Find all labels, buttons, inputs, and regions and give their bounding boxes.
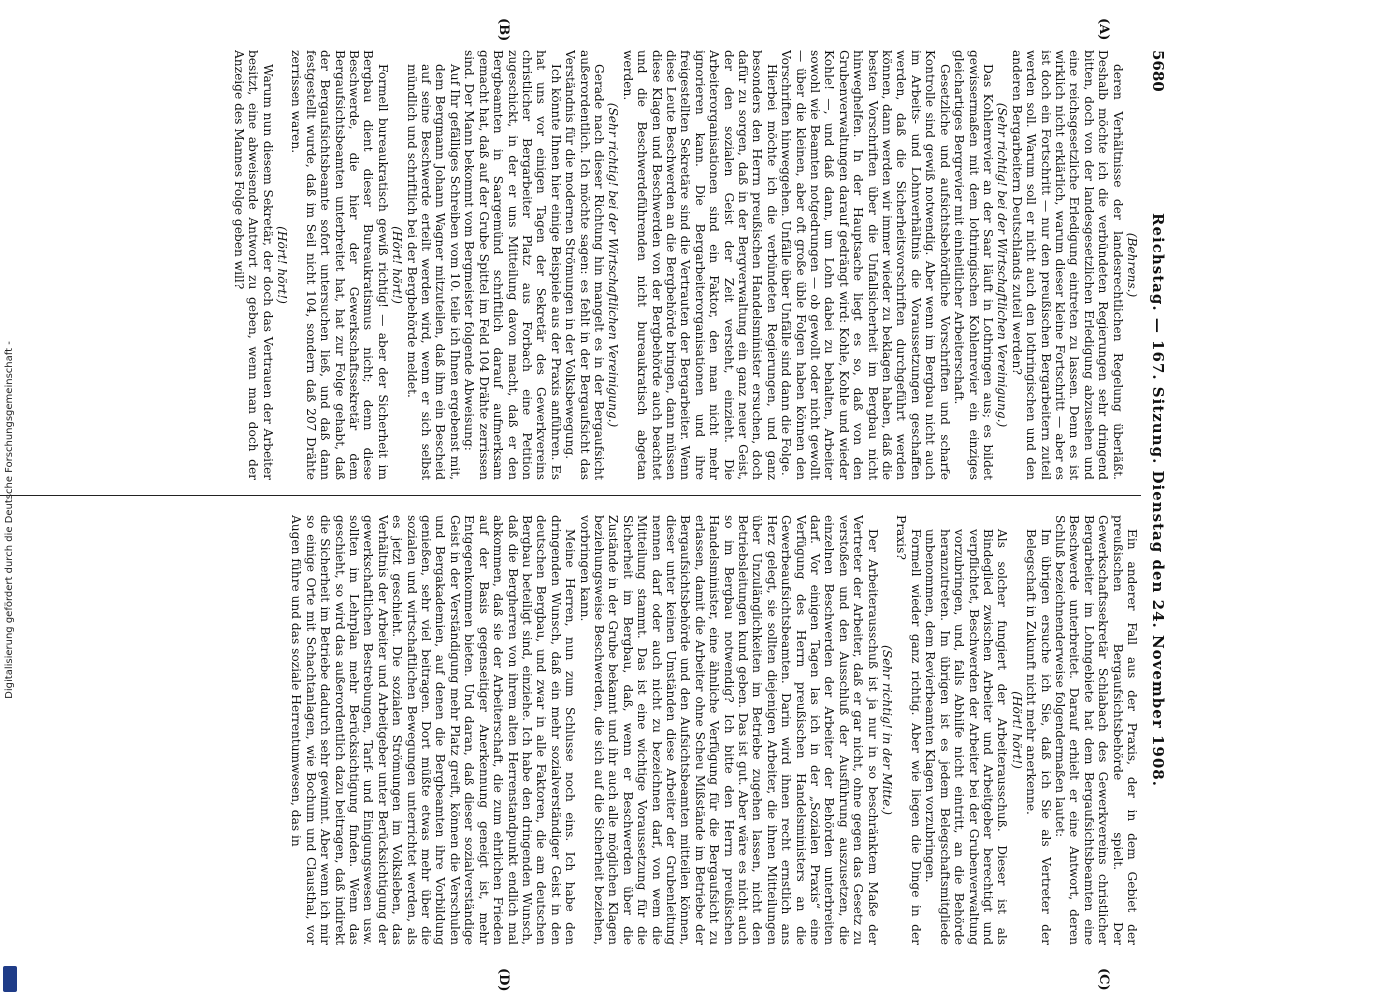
margin-letter-b: (B) [496, 18, 511, 42]
paragraph: Ein anderer Fall aus der Praxis, der in dem Gebiet der preußischen Bergaufsichtsbehörde spielt. Der Gewerkschaftssekretär Schlabach des Gewerkvereins christlicher Bergarbeiter im Lohngebiete hat dem Bergaufsichtsbeamten eine Beschwerde unterbreitet. Darauf erhielt er eine Antwort, deren Schluß bezeichnenderweise folgendermaßen lautet: [1052, 515, 1139, 945]
paragraph: Gesetzliche und aufsichtsbehördliche Vorschriften und scharfe Kontrolle sind gewiß notwendig. Aber wenn im Bergbau nicht auch im Arbeits- und Lohnverhältnis die Voraussetzungen geschaffen werden, daß die Sicherheitsvorschriften durchgeführt werden können, dann werden wir immer wieder zu beklagen haben, daß die besten Vorschriften über die Unfallsicherheit im Bergbau nicht hinweghelfen. In der Hauptsache liegt es so, daß von den Grubenverwaltungen darauf gedrängt wird: Kohle, Kohle und wieder Kohle! —, und daß dann, um Lohn dabei zu behalten, Arbeiter sowohl wie Beamten notgedrungen — ob gewollt oder nicht gewollt — über die kleinen, aber oft große üble Folgen haben können den Vorschriften hinweggehen. Unfälle über Unfälle sind dann die Folge. [779, 50, 952, 480]
margin-letter-c: (C) [1096, 968, 1111, 991]
quoted-passage: Auf Ihr gefälliges Schreiben vom 10. teile ich Ihnen ergebenst mit, dem Bergmann Johann Wagner mitzuteilen, daß ihm ein Bescheid auf seine Beschwerde erteilt werden wird, wenn er sich selbst mündlich und schriftlich bei der Bergbehörde meldet. [404, 64, 462, 480]
paragraph: Hierbei möchte ich die verbündeten Regierungen, und ganz besonders den Herrn preußischen Handelsminister ersuchen, doch dafür zu sorgen, daß in der Bergverwaltung ein ganz neuer Geist, der den sozialen Geist der Zeit versteht, einzieht. Die Arbeiterorganisationen sind ein Faktor, den man nicht mehr ignorieren kann. Die Bergarbeiterorganisationen und ihre freigestellten Sekretäre sind die Vertrauten der Bergarbeiter. Wenn diese Leute Beschwerden an die Bergbehörde bringen, dann müssen diese Klagen und Beschwerden von der Bergbehörde auch beachtet und die Beschwerdeführenden nicht bureaukratisch abgetan werden. [620, 50, 779, 480]
paragraph: Meine Herren, nun zum Schlusse noch eins. Ich habe den dringenden Wunsch, daß ein mehr sozialverständiger Geist in den deutschen Bergbau, und zwar in alle Faktoren, die am deutschen Bergbau beteiligt sind, einziehe. Ich habe den dringenden Wunsch, daß die Bergherren von ihrem alten Herrenstandpunkt endlich mal abkommen, daß sie der Arbeiterschaft, die zum ehrlichen Frieden auf der Basis gegenseitiger Anerkennung geneigt ist, mehr Entgegenkommen bieten. Und daran, daß dieser sozialverständige Geist in der Verständigung mehr Platz greift, können die Verschulen und Bergakademien, auf denen die Bergbeamten ihre Vorbildung genießen, sehr viel beitragen. Dort müßte etwas mehr über die sozialen und wirtschaftlichen Bewegungen unterrichtet werden, als es jetzt geschieht. Die sozialen Strömungen im Volksleben, das Verhältnis der Arbeiter und Arbeitgeber unter Berücksichtigung der gewerkschaftlichen Bestrebungen, Tarif- und Einigungswesen usw. sollten im Lehrplan mehr Berücksichtigung finden. Wenn das geschieht, so wird das außerordentlich dazu beitragen, daß indirekt die Sicherheit im Betriebe dadurch sehr gewinnt. Aber wenn ich mir so einige Orte mit Schachtanlagen, wie Bochum und Clausthal, vor Augen führe und das soziale Herrentumwesen, das in [289, 515, 578, 945]
quoted-passage: Als solcher fungiert der Arbeiterausschuß. Dieser ist als Bindeglied zwischen Arbeiter und Arbeitgeber berechtigt und verpflichtet, Beschwerden der Arbeiter bei der Grubenverwaltung vorzubringen, und, falls Abhilfe nicht eintritt, an die Behörde heranzutreten. Im übrigen ist es jedem Belegschaftsmitgliede unbenommen, dem Revierbeamten Klagen vorzubringen. [923, 529, 1010, 945]
paragraph: deren Verhältnisse der landesrechtlichen Regelung überläßt. Deshalb möchte ich die verbündeten Regierungen sehr dringend bitten, doch von der landesgesetzlichen Erledigung abzusehen und eine reichsgesetzliche Erledigung eintreten zu lassen. Denn es ist wirklich nicht erklärlich, warum dieser kleine Fortschritt — aber es ist doch ein Fortschritt — nur den preußischen Bergarbeitern zuteil werden soll. Warum soll er nicht auch den lothringischen und den anderen Bergarbeitern Deutschlands zuteil werden? [1009, 50, 1125, 480]
document-page [0, 18, 1171, 992]
interjection: (Sehr richtig! bei der Wirtschaftlichen Vereinigung.) [995, 102, 1010, 428]
paragraph: Warum nun diesem Sekretär, der doch das Vertrauen der Arbeiter besitzt, eine abweisende Antwort zu geben, wenn man doch der Anzeige des Mannes Folge geben will? [231, 50, 275, 480]
paragraph: Ich könnte Ihnen hier einige Beispiele aus der Praxis anführen. Es hat uns vor einigen Tagen der Sekretär des Gewerkvereins christlicher Bergarbeiter Platz aus Forbach eine Petition zugeschickt, in der er uns Mitteilung davon macht, daß er den Bergbeamten in Saargemünd schriftlich darauf aufmerksam gemacht hat, daß auf der Grube Spittel im Feld 104 Drähte zerrissen sind. Der Mann bekommt vom Bergmeister folgende Abweisung: [462, 50, 563, 480]
paragraph: Gerade nach dieser Richtung hin mangelt es in der Bergaufsicht außerordentlich. Ich möchte sagen: es fehlt in der Bergaufsicht das Verständnis für die modernen Strömungen in der Volksbewegung. [563, 50, 606, 480]
interjection: (Behrens.) [1125, 232, 1139, 298]
page-number: 5680 [1149, 50, 1167, 92]
paragraph: Formell wieder ganz richtig. Aber wie liegen die Dinge in der Praxis? [894, 515, 923, 945]
paragraph: Formell bureaukratisch gewiß richtig! — aber der Sicherheit im Bergbau dient dieser Bureaukratismus nicht; denn diese Beschwerde, die hier der Gewerkschaftssekretär dem Bergaufsichtsbeamten unterbreitet hat, hat zur Folge gehabt, daß der Bergaufsichtsbeamte sofort untersuchen ließ, und daß dann festgestellt wurde, daß im Seil nicht 104, sondern daß 207 Drähte zerrissen waren. [289, 50, 390, 480]
interjection: (Sehr richtig! bei der Wirtschaftlichen Vereinigung.) [606, 102, 621, 428]
digitization-credit [4, 40, 18, 1000]
credit-text: Digitalisierung gefördert durch die Deutsche Forschungsgemeinschaft - [4, 341, 15, 699]
dfg-logo-icon [3, 966, 17, 992]
paragraph: Der Arbeiterausschuß ist ja nur in so beschränktem Maße der Vertreter der Arbeiter, daß er gar nicht, ohne gegen das Gesetz zu verstoßen und den Ausschluß der Ausführung auszusetzen, die einzelnen Beschwerden der Arbeiter der Behörden unterbreiten darf. Vor einigen Tagen las ich in der „Sozialen Praxis“ eine Verfügung des Herrn preußischen Handelsministers an die Gewerbeaufsichtsbeamten. Darin wird ihnen recht ernstlich ans Herz gelegt, sie sollten diejenigen Arbeiter, die ihnen Mitteilungen über Unzulänglichkeiten im Betriebe zugehen lassen, nicht den Betriebsleitungen kund geben. Das ist gut. Aber wäre es nicht auch so im Bergbau notwendig? Ich bitte den Herrn preußischen Handelsminister, eine ähnliche Verfügung für die Bergaufsicht zu erlassen, damit die Arbeiter ohne Scheu Mißstände im Betriebe der Bergaufsichtsbehörde und den Aufsichtsbeamten mitteilen können, dieser unter keinen Umständen diese Arbeiter der Grubenleitung nennen darf oder auch nicht zu bezeichnen darf, von wem die Mitteilung stammt. Das ist eine wichtige Voraussetzung für die Sicherheit im Bergbau, daß, wenn er Beschwerden über die Zustände in der Grube bekannt und ihr auch alle möglichen Klagen beziehungsweise Beschwerden, die sich auf die Sicherheit beziehen, vorbringen kann. [577, 515, 880, 945]
margin-letter-a: (A) [1096, 18, 1111, 41]
quoted-passage: Im übrigen ersuche ich Sie, daß ich Sie als Vertreter der Belegschaft in Zukunft nicht mehr anerkenne. [1024, 529, 1053, 945]
interjection: (Hört! hört!) [1009, 691, 1024, 769]
right-column [0, 515, 1139, 945]
paragraph: Das Kohlenrevier an der Saar läuft in Lothringen aus; es bildet gewissermaßen mit dem lothringischen Kohlenrevier ein einziges gleichartiges Bergrevier mit einheitlicher Arbeiterschaft. [952, 50, 995, 480]
interjection: (Hört! hört!) [275, 226, 290, 304]
page-title: Reichstag. — 167. Sitzung. Dienstag den 24. November 1908. [1149, 213, 1167, 787]
left-column [0, 50, 1139, 480]
margin-letter-d: (D) [496, 968, 511, 992]
interjection: (Hört! hört!) [390, 226, 405, 304]
interjection: (Sehr richtig! in der Mitte.) [880, 645, 895, 815]
column-divider [0, 495, 1141, 496]
page-header [1145, 40, 1171, 960]
